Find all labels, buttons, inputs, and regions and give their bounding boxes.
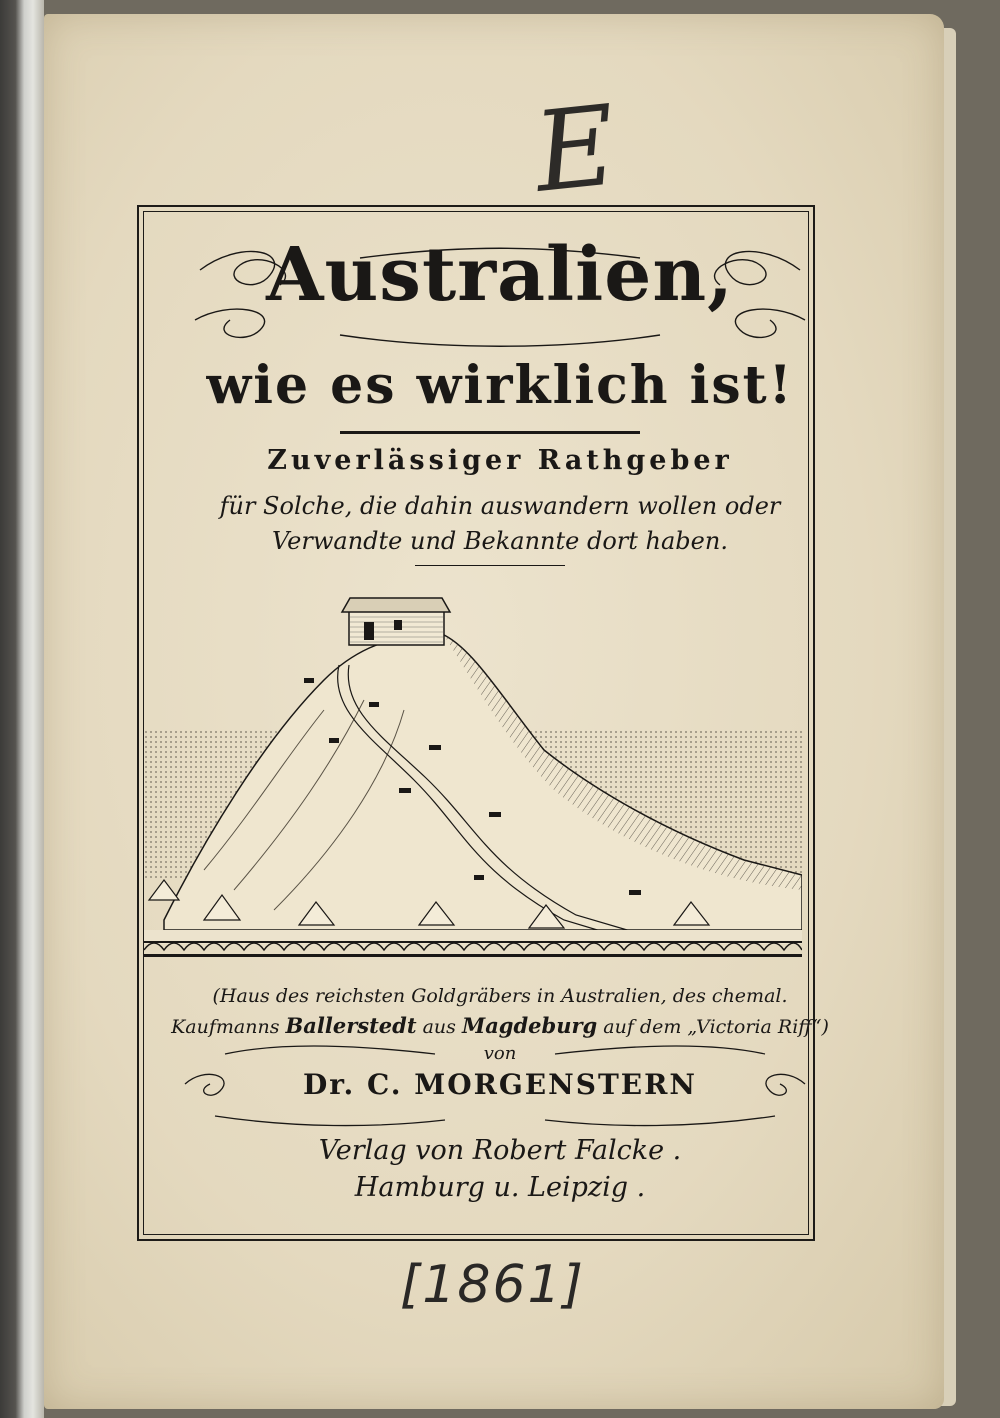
divider-rule	[340, 431, 640, 434]
book-spine	[0, 0, 44, 1418]
publisher: Verlag von Robert Falcke .	[318, 1135, 682, 1166]
caption-victoria: auf dem „Victoria Riff“)	[603, 1016, 829, 1038]
description-line-1: für Solche, die dahin auswandern wollen oder	[219, 492, 781, 520]
author-name: Dr. C. MORGENSTERN	[302, 1068, 697, 1101]
goldmine-hill-illustration	[144, 590, 802, 970]
caption-aus: aus	[422, 1016, 456, 1038]
by-line: von	[483, 1043, 517, 1064]
tagline: Zuverlässiger Rathgeber	[267, 445, 733, 476]
caption-kaufmanns: Kaufmanns	[171, 1016, 280, 1038]
description-line-2: Verwandte und Bekannte dort haben.	[272, 527, 728, 555]
illustration-caption-line-2	[0, 1013, 1000, 1038]
caption-city: Magdeburg	[461, 1013, 598, 1038]
pencil-mark: E	[528, 81, 622, 217]
publication-place: Hamburg u. Leipzig .	[354, 1172, 646, 1203]
divider-rule-short	[415, 565, 565, 566]
illustration-caption-line-1: (Haus des reichsten Goldgräbers in Australien, des chemal.	[212, 985, 788, 1007]
handwritten-date-note: [1861]	[400, 1255, 585, 1315]
book-title: Australien,	[266, 232, 734, 318]
book-subtitle: wie es wirklich ist!	[206, 355, 794, 416]
caption-name: Ballerstedt	[285, 1013, 417, 1038]
